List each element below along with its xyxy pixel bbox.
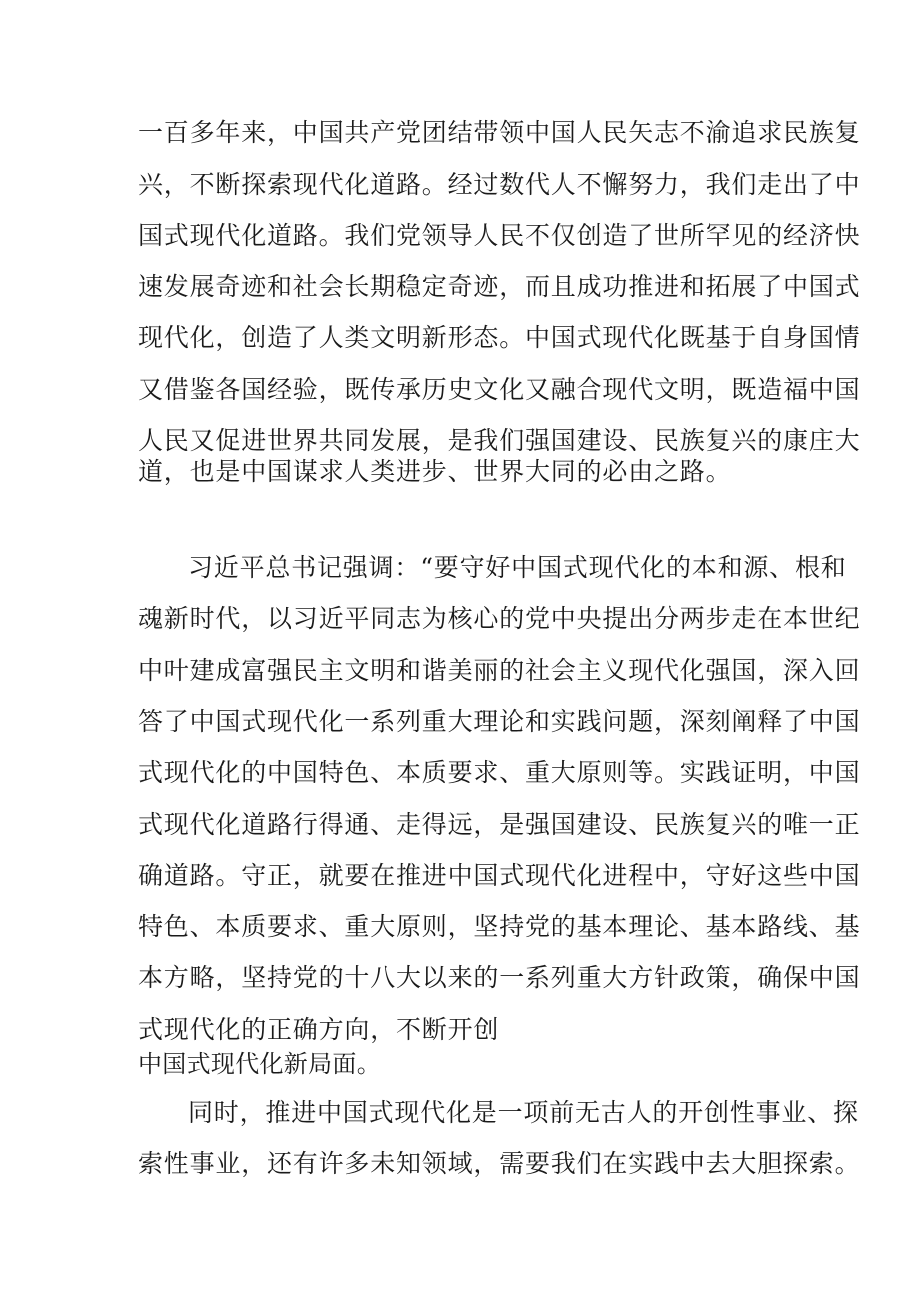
paragraph-2-line-4: 答了中国式现代化一系列重大理论和实践问题，深刻阐释了中国 bbox=[138, 707, 861, 736]
paragraph-3-line-1: 同时，推进中国式现代化是一项前无古人的开创性事业、探 bbox=[188, 1098, 859, 1127]
paragraph-1-line-4: 速发展奇迹和社会长期稳定奇迹，而且成功推进和拓展了中国式 bbox=[138, 272, 861, 301]
paragraph-1-line-7: 人民又促进世界共同发展，是我们强国建设、民族复兴的康庄大 bbox=[138, 426, 861, 455]
paragraph-2-line-5: 式现代化的中国特色、本质要求、重大原则等。实践证明，中国 bbox=[138, 758, 861, 787]
paragraph-2-line-11: 中国式现代化新局面。 bbox=[138, 1050, 381, 1078]
paragraph-1-line-3: 国式现代化道路。我们党领导人民不仅创造了世所罕见的经济快 bbox=[138, 221, 861, 250]
paragraph-3-line-2: 索性事业，还有许多未知领域，需要我们在实践中去大胆探索。 bbox=[138, 1149, 861, 1178]
paragraph-1-line-1: 一百多年来，中国共产党团结带领中国人民矢志不渝追求民族复 bbox=[138, 118, 861, 147]
paragraph-2-line-3: 中叶建成富强民主文明和谐美丽的社会主义现代化强国，深入回 bbox=[138, 656, 861, 685]
paragraph-2-line-1: 习近平总书记强调：“要守好中国式现代化的本和源、根和 bbox=[188, 553, 847, 582]
paragraph-2-line-6: 式现代化道路行得通、走得远，是强国建设、民族复兴的唯一正 bbox=[138, 810, 861, 839]
paragraph-1-line-2: 兴，不断探索现代化道路。经过数代人不懈努力，我们走出了中 bbox=[138, 170, 861, 199]
paragraph-2-line-7: 确道路。守正，就要在推进中国式现代化进程中，守好这些中国 bbox=[138, 861, 861, 890]
paragraph-2-line-10: 式现代化的正确方向，不断开创 bbox=[138, 1015, 500, 1044]
paragraph-1-line-6: 又借鉴各国经验，既传承历史文化又融合现代文明，既造福中国 bbox=[138, 375, 861, 404]
paragraph-1-line-8: 道，也是中国谋求人类进步、世界大同的必由之路。 bbox=[138, 457, 732, 486]
paragraph-2-line-2: 魂新时代，以习近平同志为核心的党中央提出分两步走在本世纪 bbox=[138, 604, 861, 633]
paragraph-1-line-5: 现代化，创造了人类文明新形态。中国式现代化既基于自身国情 bbox=[138, 323, 861, 352]
paragraph-2-line-8: 特色、本质要求、重大原则，坚持党的基本理论、基本路线、基 bbox=[138, 912, 861, 941]
paragraph-2-line-9: 本方略，坚持党的十八大以来的一系列重大方针政策，确保中国 bbox=[138, 963, 861, 992]
